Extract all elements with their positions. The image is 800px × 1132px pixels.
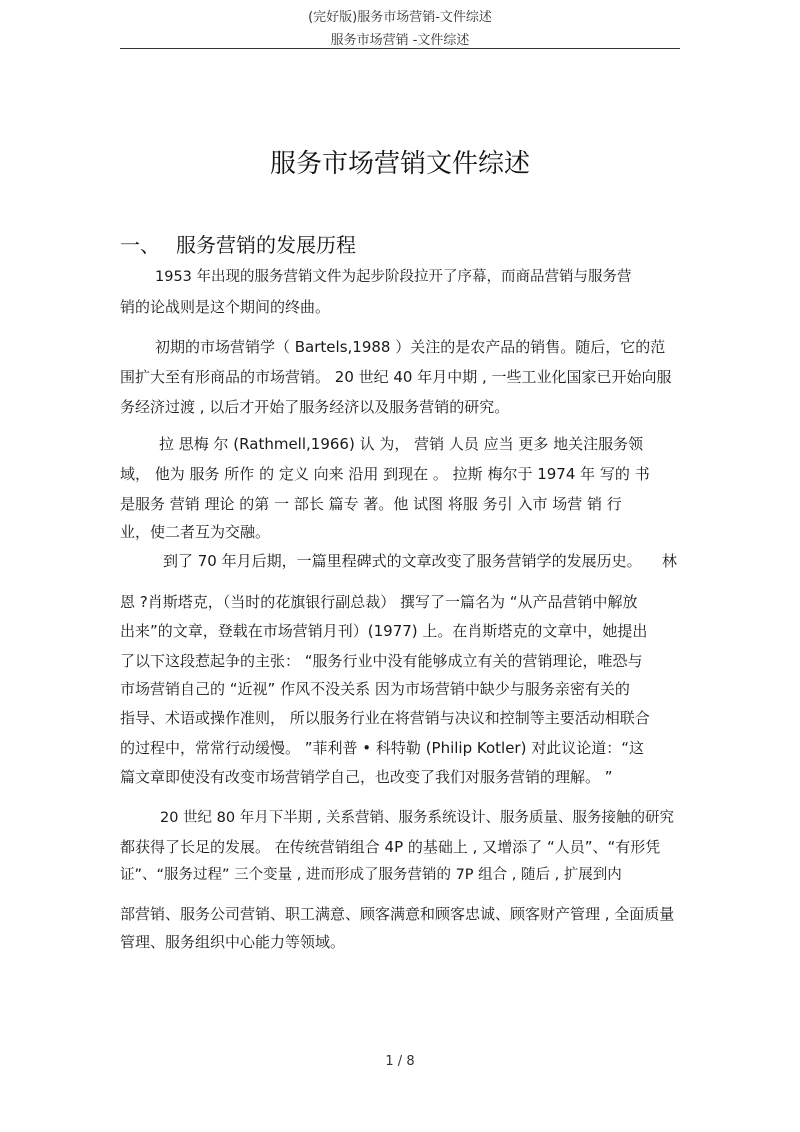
paragraph-line: 指导、术语或操作准则， 所以服务行业在将营销与决议和控制等主要活动相联合 bbox=[120, 709, 650, 727]
section-number: 一、 bbox=[120, 233, 160, 257]
paragraph-line: 拉 思梅 尔 (Rathmell,1966) 认 为， 营销 人员 应当 更多 地关注服务领 bbox=[159, 435, 644, 453]
paragraph-line: 销的论战则是这个期间的终曲。 bbox=[120, 298, 331, 316]
section-title: 服务营销的发展历程 bbox=[176, 233, 356, 257]
paragraph-line: 部营销、服务公司营销、职工满意、顾客满意和顾客忠诚、顾客财产管理 , 全面质量 bbox=[120, 905, 675, 923]
section-heading bbox=[120, 229, 356, 258]
paragraph-line: 篇文章即使没有改变市场营销学自己，也改变了我们对服务营销的理解。 ” bbox=[120, 768, 613, 786]
page-number: 1 / 8 bbox=[385, 1054, 415, 1069]
paragraph-line: 市场营销自己的 “近视” 作风不没关系 因为市场营销中缺少与服务亲密有关的 bbox=[120, 680, 630, 698]
running-header-title: (完好版)服务市场营销-文件综述 bbox=[308, 10, 492, 25]
paragraph-line: 围扩大至有形商品的市场营销。 20 世纪 40 年月中期 , 一些工业化国家已开始向服 bbox=[120, 368, 672, 386]
running-header-subtitle: 服务市场营销 -文件综述 bbox=[330, 33, 470, 48]
paragraph-line: 1953 年出现的服务营销文件为起步阶段拉开了序幕，而商品营销与服务营 bbox=[155, 269, 632, 285]
paragraph-line: 管理、服务组织中心能力等领域。 bbox=[120, 933, 346, 951]
paragraph-line: 务经济过渡 , 以后才开始了服务经济以及服务营销的研究。 bbox=[120, 398, 510, 416]
paragraph-line: 了以下这段惹起争的主张： “服务行业中没有能够成立有关的营销理论，唯恐与 bbox=[120, 652, 643, 670]
paragraph-line: 初期的市场营销学（ Bartels,1988 ）关注的是农产品的销售。随后，它的范 bbox=[155, 338, 666, 356]
paragraph-line: 的过程中，常常行动缓慢。 ”菲利普 • 科特勒 (Philip Kotler) 对此议论道：“这 bbox=[120, 739, 644, 757]
paragraph-line: 林 bbox=[662, 552, 678, 570]
document-title: 服务市场营销文件综述 bbox=[269, 149, 530, 179]
paragraph-line: 业，使二者互为交融。 bbox=[120, 523, 271, 541]
paragraph-line: 20 世纪 80 年月下半期 , 关系营销、服务系统设计、服务质量、服务接触的研究 bbox=[160, 810, 675, 826]
paragraph-line: 是服务 营销 理论 的第 一 部长 篇专 著。他 试图 将服 务引 入市 场营 销 行 bbox=[120, 495, 622, 513]
paragraph-line: 恩 ?肖斯塔克，（当时的花旗银行副总裁） 撰写了一篇名为 “从产品营销中解放 bbox=[120, 593, 638, 611]
paragraph-line: 证”、“服务过程” 三个变量 , 进而形成了服务营销的 7P 组合 , 随后 , 扩展到内 bbox=[120, 867, 622, 883]
paragraph-line: 到了 70 年月后期，一篇里程碑式的文章改变了服务营销学的发展历史。 bbox=[163, 552, 642, 570]
paragraph-line: 都获得了长足的发展。 在传统营销组合 4P 的基础上 , 又增添了 “人员”、“有形凭 bbox=[120, 838, 661, 856]
paragraph-line: 域， 他为 服务 所作 的 定义 向来 沿用 到现在 。 拉斯 梅尔于 1974 年 写的 书 bbox=[120, 465, 650, 483]
paragraph-line: 出来”的文章，登载在市场营销月刊）(1977) 上。在肖斯塔克的文章中，她提出 bbox=[120, 622, 648, 640]
header-divider bbox=[120, 48, 680, 49]
